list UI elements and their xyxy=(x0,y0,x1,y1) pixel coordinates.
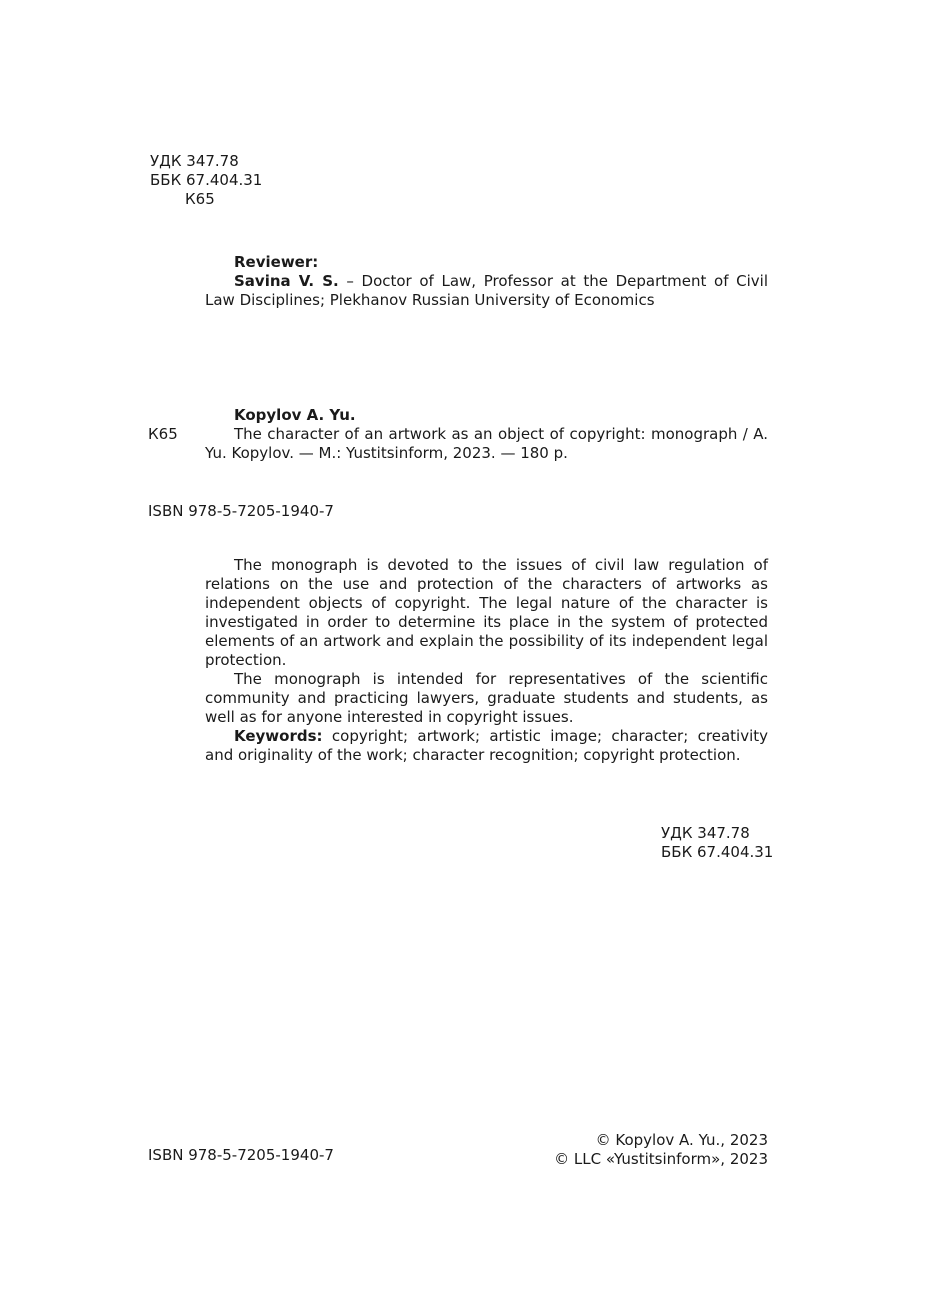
reviewer-heading: Reviewer: xyxy=(234,253,319,271)
classification-right xyxy=(661,824,773,862)
author-sign: К65 xyxy=(185,190,215,208)
udk-code: УДК 347.78 xyxy=(150,152,239,170)
isbn-top: ISBN 978-5-7205-1940-7 xyxy=(148,502,334,520)
reviewer-description: – Doctor of Law, Professor at the Department of Civil Law Disciplines; Plekhanov Russian University of Economics xyxy=(205,272,768,309)
biblio-description: The character of an artwork as an object of copyright: monograph / A. Yu. Kopylov. — M.: Yustitsinform, 2023. — 180 p. xyxy=(205,425,768,462)
reviewer-name: Savina V. S. xyxy=(234,272,339,290)
classification-block xyxy=(150,152,262,209)
keywords-label: Keywords: xyxy=(234,727,323,745)
keywords-paragraph xyxy=(205,727,768,765)
abstract-block xyxy=(205,556,768,765)
bbk-code: ББК 67.404.31 xyxy=(150,171,263,189)
copyright-publisher: © LLC «Yustitsinform», 2023 xyxy=(554,1150,768,1168)
biblio-author-sign: К65 xyxy=(148,425,178,443)
isbn-bottom: ISBN 978-5-7205-1940-7 xyxy=(148,1146,334,1164)
reviewer-block xyxy=(205,253,768,310)
abstract-paragraph-2: The monograph is intended for representatives of the scientific community and practicing lawyers, graduate students and students, as well as for anyone interested in copyright issues. xyxy=(205,670,768,726)
reviewer-paragraph xyxy=(205,272,768,310)
bbk-code-right: ББК 67.404.31 xyxy=(661,843,774,861)
copyright-block xyxy=(554,1131,768,1169)
biblio-author: Kopylov A. Yu. xyxy=(234,406,356,424)
keywords-text: copyright; artwork; artistic image; character; creativity and originality of the work; character recognition; copyright protection. xyxy=(205,727,768,764)
copyright-author: © Kopylov A. Yu., 2023 xyxy=(595,1131,768,1149)
udk-code-right: УДК 347.78 xyxy=(661,824,750,842)
abstract-paragraph-1: The monograph is devoted to the issues of civil law regulation of relations on the use and protection of the characters of artworks as independent objects of copyright. The legal nature of the character is investigated in order to determine its place in the system of protected elements of an artwork and explain the possibility of its independent legal protection. xyxy=(205,556,768,669)
